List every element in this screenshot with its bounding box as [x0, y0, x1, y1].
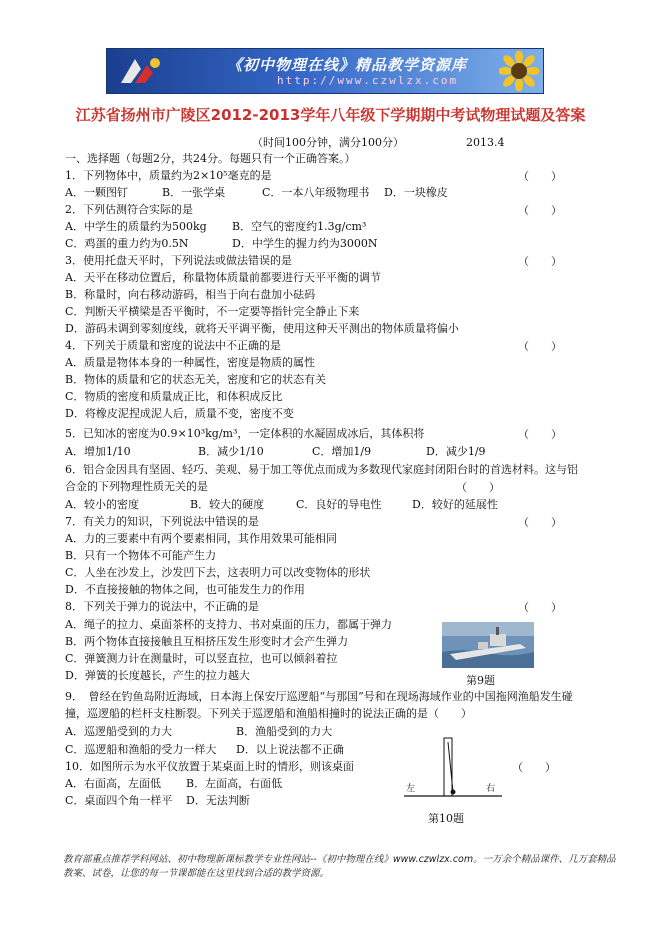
q6-stem: 6．铝合金因具有坚固、轻巧、美观、易于加工等优点而成为多数现代家庭封闭阳台时的首选材料。这与铝	[65, 463, 578, 476]
q10-stem: 10．如图所示为水平仪放置于某桌面上时的情形，则该桌面	[65, 760, 354, 773]
q4-answer-blank: （ ）	[518, 340, 562, 353]
q1-option-d: D．一块橡皮	[384, 186, 448, 199]
q8-option-d: D．弹簧的长度越长，产生的拉力越大	[65, 669, 250, 682]
q7-option-b: B．只有一个物体不可能产生力	[65, 549, 217, 562]
q9-option-b: B．渔船受到的力大	[236, 725, 333, 738]
q2-option-b: B．空气的密度约1.3g/cm³	[232, 220, 367, 233]
q10-option-a: A．右面高，左面低	[65, 777, 161, 790]
q3-stem: 3．使用托盘天平时，下列说法或做法错误的是	[65, 254, 292, 267]
q5-option-b: B．减少1/10	[198, 445, 264, 458]
q10-answer-blank: （ ）	[512, 761, 556, 774]
q5-option-a: A．增加1/10	[65, 445, 131, 458]
q1-option-a: A．一颗图钉	[65, 186, 128, 199]
q1-answer-blank: （ ）	[518, 170, 562, 183]
q6-option-b: B．较大的硬度	[190, 498, 265, 511]
q3-option-b: B．称量时，向右移动游码，相当于向右盘加小砝码	[65, 288, 316, 301]
q10-option-b: B．左面高，右面低	[186, 777, 283, 790]
q3-option-c: C．判断天平横梁是否平衡时，不一定要等指针完全静止下来	[65, 305, 360, 318]
q2-option-c: C．鸡蛋的重力约为0.5N	[65, 237, 189, 250]
q3-option-a: A．天平在移动位置后，称量物体质量前都要进行天平平衡的调节	[65, 271, 381, 284]
section-heading: 一、选择题（每题2分，共24分。每题只有一个正确答案。）	[65, 152, 356, 165]
q4-stem: 4．下列关于质量和密度的说法中不正确的是	[65, 339, 281, 352]
q9-stem: 9． 曾经在钓鱼岛附近海域，日本海上保安厅巡逻船“与那国”号和在现场海域作业的中国拖网渔船发生碰	[65, 690, 573, 703]
q10-option-c: C．桌面四个角一样平	[65, 794, 173, 807]
q1-stem: 1．下列物体中，质量约为2×10⁵毫克的是	[65, 169, 272, 182]
q5-answer-blank: （ ）	[518, 428, 562, 441]
q4-option-d: D．将橡皮泥捏成泥人后，质量不变，密度不变	[65, 407, 294, 420]
time-info: （时间100分钟，满分100分）	[252, 136, 404, 149]
q8-option-b: B．两个物体直接接触且互相挤压发生形变时才会产生弹力	[65, 635, 349, 648]
q6-answer-blank: （ ）	[456, 481, 500, 494]
q7-option-d: D．不直接接触的物体之间，也可能发生力的作用	[65, 583, 305, 596]
exam-date: 2013.4	[466, 136, 505, 149]
q4-option-a: A．质量是物体本身的一种属性，密度是物质的属性	[65, 356, 315, 369]
q1-option-b: B．一张学桌	[162, 186, 226, 199]
logo-icon	[115, 55, 163, 87]
level-figure	[398, 736, 508, 808]
document-title: 江苏省扬州市广陵区2012-2013学年八年级下学期期中考试物理试题及答案	[75, 106, 586, 124]
q7-answer-blank: （ ）	[518, 516, 562, 529]
q3-option-d: D．游码未调到零刻度线，就将天平调平衡，使用这种天平测出的物体质量将偏小	[65, 322, 459, 335]
q2-option-d: D．中学生的握力约为3000N	[232, 237, 378, 250]
q6-option-d: D．较好的延展性	[412, 498, 498, 511]
q2-stem: 2．下列估测符合实际的是	[65, 203, 193, 216]
q3-answer-blank: （ ）	[518, 255, 562, 268]
fig10-left-label: 左	[406, 784, 416, 794]
header-banner	[106, 48, 544, 94]
q8-stem: 8．下列关于弹力的说法中，不正确的是	[65, 600, 259, 613]
q7-option-a: A．力的三要素中有两个要素相同，其作用效果可能相同	[65, 532, 337, 545]
fig10-caption: 第10题	[428, 812, 464, 825]
banner-url[interactable]: http://www.czwlzx.com	[277, 74, 459, 87]
sunflower-icon	[499, 51, 539, 91]
q7-option-c: C．人坐在沙发上，沙发凹下去，这表明力可以改变物体的形状	[65, 566, 371, 579]
q7-stem: 7．有关力的知识，下列说法中错误的是	[65, 515, 259, 528]
q9-stem-cont: 撞，巡逻船的栏杆支柱断裂。下列关于巡逻船和渔船相撞时的说法正确的是（ ）	[65, 707, 472, 720]
banner-title: 《初中物理在线》精品教学资源库	[227, 56, 468, 74]
q8-option-a: A．绳子的拉力、桌面茶杯的支持力、书对桌面的压力，都属于弹力	[65, 618, 392, 631]
q2-option-a: A．中学生的质量约为500kg	[65, 220, 207, 233]
q2-answer-blank: （ ）	[518, 204, 562, 217]
q5-option-c: C．增加1/9	[312, 445, 372, 458]
q8-option-c: C．弹簧测力计在测量时，可以竖直拉，也可以倾斜着拉	[65, 652, 338, 665]
q9-option-d: D．以上说法都不正确	[236, 743, 344, 756]
q4-option-b: B．物体的质量和它的状态无关，密度和它的状态有关	[65, 373, 327, 386]
q1-option-c: C．一本八年级物理书	[262, 186, 370, 199]
footer-note: 教育部重点推荐学科网站、初中物理新课标教学专业性网站--《初中物理在线》www.czwlzx.com。一万余个精品课件、几万套精品教案、试卷，让您的每一节课都能在这里找到合适的教学资源。	[63, 854, 616, 879]
q4-option-c: C．物质的密度和质量成正比，和体积成反比	[65, 390, 283, 403]
fig10-right-label: 右	[486, 784, 496, 794]
q5-option-d: D．减少1/9	[426, 445, 486, 458]
fig9-caption: 第9题	[466, 674, 495, 687]
q5-stem: 5．已知冰的密度为0.9×10³kg/m³，一定体积的水凝固成冰后，其体积将	[65, 427, 425, 440]
q8-answer-blank: （ ）	[518, 601, 562, 614]
q6-option-a: A．较小的密度	[65, 498, 139, 511]
q9-option-c: C．巡逻船和渔船的受力一样大	[65, 743, 217, 756]
q9-option-a: A．巡逻船受到的力大	[65, 725, 172, 738]
ship-figure	[442, 622, 534, 668]
q6-stem-cont: 合金的下列物理性质无关的是	[65, 480, 208, 493]
q10-option-d: D．无法判断	[186, 794, 250, 807]
q6-option-c: C．良好的导电性	[296, 498, 382, 511]
